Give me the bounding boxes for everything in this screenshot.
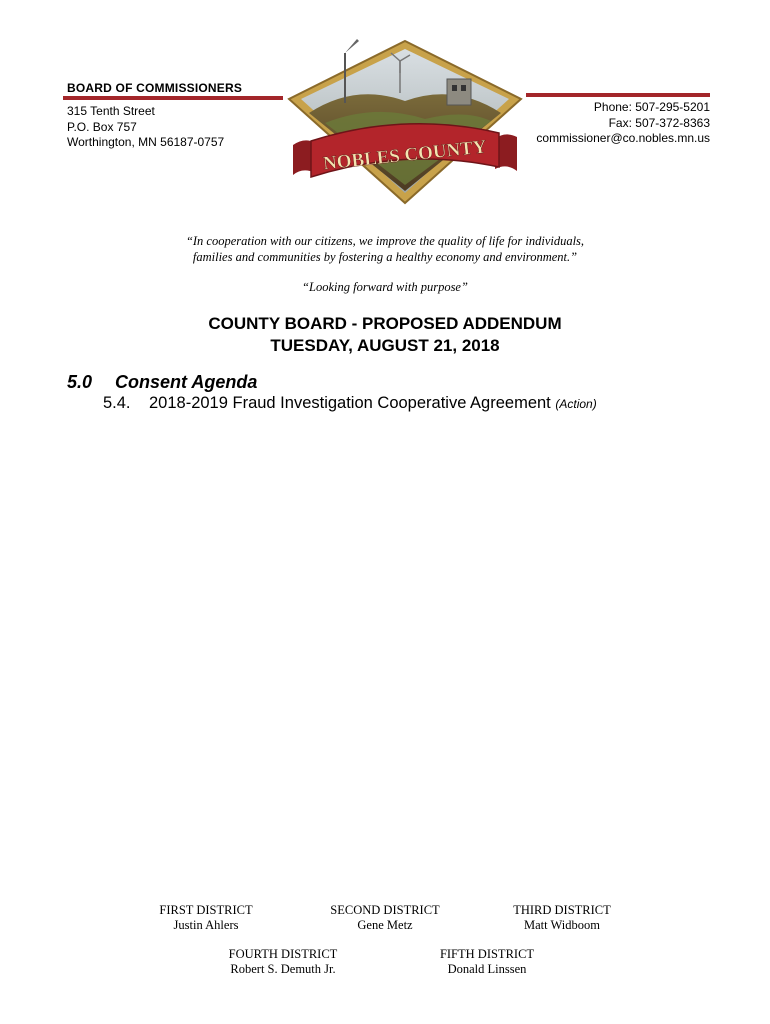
mission-statement bbox=[0, 233, 770, 265]
mission-line: families and communities by fostering a healthy economy and environment.” bbox=[192, 250, 578, 264]
district-label: SECOND DISTRICT bbox=[330, 903, 440, 917]
mailing-address bbox=[67, 104, 224, 151]
header-rule-right bbox=[526, 93, 710, 97]
section-title: Consent Agenda bbox=[115, 372, 258, 392]
item-action: (Action) bbox=[555, 397, 597, 411]
district-label: FOURTH DISTRICT bbox=[228, 947, 338, 961]
phone-number: Phone: 507-295-5201 bbox=[593, 100, 710, 114]
district-fifth bbox=[397, 947, 577, 977]
district-third bbox=[472, 903, 652, 933]
district-first bbox=[116, 903, 296, 933]
fax-number: Fax: 507-372-8363 bbox=[608, 115, 710, 130]
agenda-heading bbox=[0, 313, 770, 357]
address-line: Worthington, MN 56187-0757 bbox=[67, 135, 225, 149]
mission-line: “In cooperation with our citizens, we improve the quality of life for individuals, bbox=[185, 234, 585, 248]
commissioner-name: Robert S. Demuth Jr. bbox=[230, 962, 336, 976]
commissioner-name: Gene Metz bbox=[357, 918, 413, 932]
address-line: P.O. Box 757 bbox=[67, 119, 137, 134]
section-number: 5.0 bbox=[67, 372, 93, 392]
email-address[interactable]: commissioner@co.nobles.mn.us bbox=[536, 131, 710, 145]
item-number: 5.4. bbox=[103, 394, 131, 412]
district-fourth bbox=[193, 947, 373, 977]
board-title: BOARD OF COMMISSIONERS bbox=[67, 81, 243, 95]
county-seal-icon bbox=[285, 33, 525, 213]
commissioner-name: Justin Ahlers bbox=[173, 918, 239, 932]
logo-text: NOBLES COUNTY bbox=[322, 136, 488, 175]
header-rule-left bbox=[63, 96, 283, 100]
commissioner-name: Matt Widboom bbox=[523, 918, 600, 932]
tagline: “Looking forward with purpose” bbox=[302, 280, 468, 294]
address-line: 315 Tenth Street bbox=[67, 104, 155, 118]
nobles-county-logo bbox=[285, 33, 525, 213]
district-second bbox=[295, 903, 475, 933]
contact-info bbox=[536, 100, 710, 147]
agenda-title: COUNTY BOARD - PROPOSED ADDENDUM bbox=[208, 314, 562, 333]
agenda-item bbox=[103, 394, 597, 413]
district-label: FIFTH DISTRICT bbox=[439, 947, 535, 961]
item-title: 2018-2019 Fraud Investigation Cooperative Agreement bbox=[149, 394, 551, 412]
agenda-date: TUESDAY, AUGUST 21, 2018 bbox=[270, 336, 500, 355]
commissioner-name: Donald Linssen bbox=[447, 962, 527, 976]
district-label: THIRD DISTRICT bbox=[513, 903, 611, 917]
district-label: FIRST DISTRICT bbox=[159, 903, 253, 917]
section-header bbox=[67, 372, 257, 393]
